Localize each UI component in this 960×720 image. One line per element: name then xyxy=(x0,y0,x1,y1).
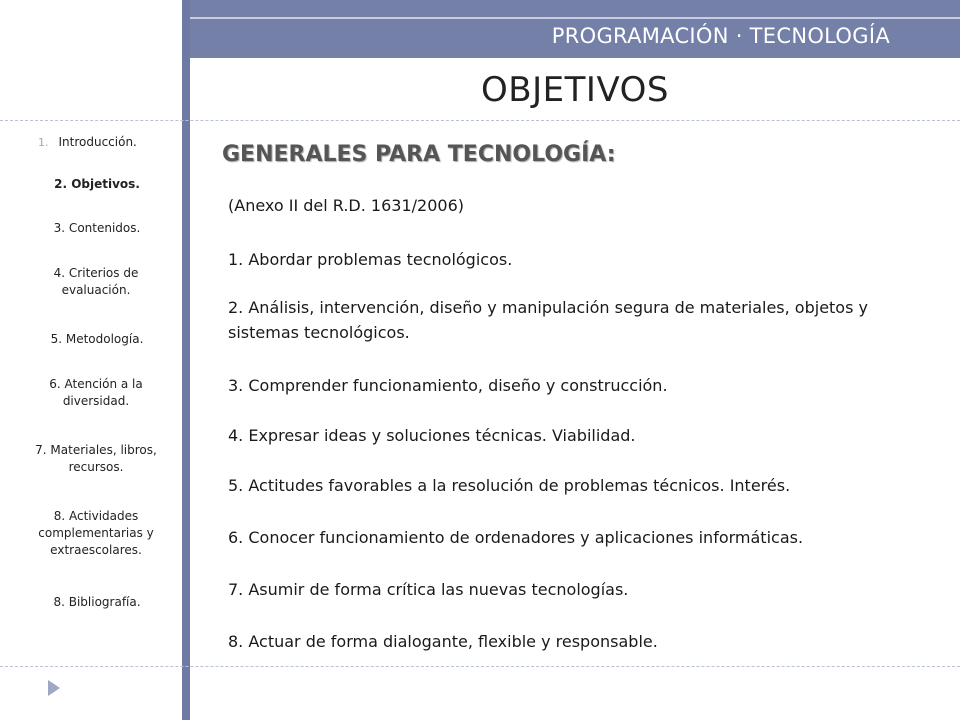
objective-item: 5. Actitudes favorables a la resolución de problemas técnicos. Interés. xyxy=(228,476,791,495)
source-reference: (Anexo II del R.D. 1631/2006) xyxy=(228,196,464,215)
sidebar-item-objetivos[interactable]: 2. Objetivos. xyxy=(54,177,140,191)
objective-item: 3. Comprender funcionamiento, diseño y construcción. xyxy=(228,376,668,395)
sidebar-item-introduccion[interactable] xyxy=(38,134,168,151)
sidebar-item-label: Introducción. xyxy=(58,135,137,149)
header-title: PROGRAMACIÓN · TECNOLOGÍA xyxy=(551,24,890,48)
objective-item: 7. Asumir de forma crítica las nuevas tecnologías. xyxy=(228,580,629,599)
objective-item: 4. Expresar ideas y soluciones técnicas. Viabilidad. xyxy=(228,426,636,445)
header-bar xyxy=(190,0,960,58)
sidebar-item-atencion-diversidad[interactable]: 6. Atención a la diversidad. xyxy=(49,377,143,408)
section-heading: GENERALES PARA TECNOLOGÍA: xyxy=(222,142,616,167)
slide-title: OBJETIVOS xyxy=(481,70,669,110)
objective-item: 1. Abordar problemas tecnológicos. xyxy=(228,250,513,269)
sidebar-item-contenidos[interactable]: 3. Contenidos. xyxy=(53,221,141,235)
sidebar-item-actividades[interactable]: 8. Actividades complementarias y extraescolares. xyxy=(38,509,154,557)
vertical-accent-bar xyxy=(182,0,190,720)
header-line xyxy=(190,17,960,19)
sidebar-item-metodologia[interactable]: 5. Metodología. xyxy=(50,332,144,346)
objective-item: 2. Análisis, intervención, diseño y manipulación segura de materiales, objetos y sistemas tecnológicos. xyxy=(228,298,868,342)
top-divider xyxy=(0,120,960,121)
sidebar-item-materiales[interactable]: 7. Materiales, libros, recursos. xyxy=(35,443,157,474)
sidebar-item-bibliografia[interactable]: 8. Bibliografía. xyxy=(53,595,141,609)
objective-item: 6. Conocer funcionamiento de ordenadores y aplicaciones informáticas. xyxy=(228,528,804,547)
objective-item: 8. Actuar de forma dialogante, flexible y responsable. xyxy=(228,632,658,651)
next-slide-arrow-icon[interactable] xyxy=(48,680,60,696)
sidebar-item-criterios[interactable]: 4. Criterios de evaluación. xyxy=(53,266,139,297)
bottom-divider xyxy=(0,666,960,667)
sidebar-item-number: 1. xyxy=(38,136,49,149)
